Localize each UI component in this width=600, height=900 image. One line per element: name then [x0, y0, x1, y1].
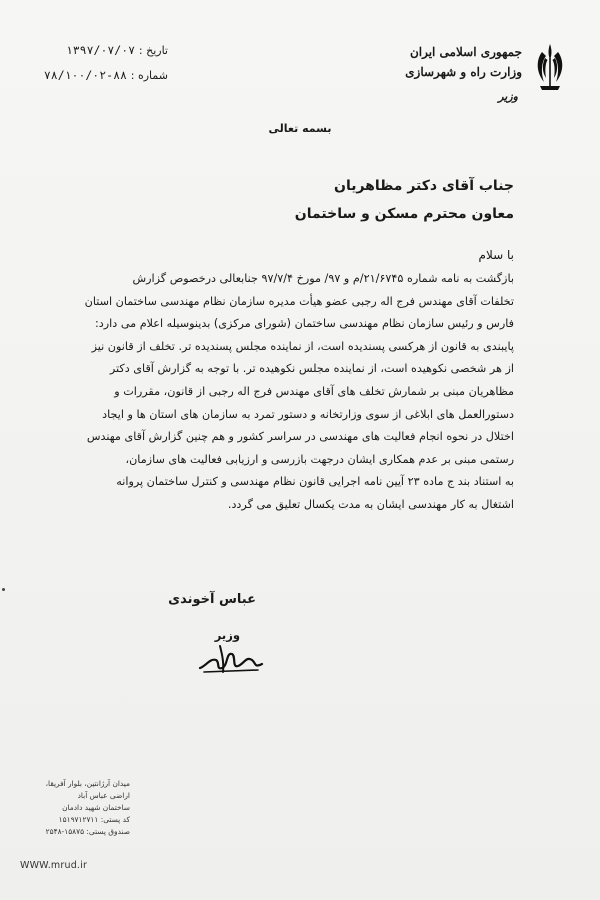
number-row [18, 63, 168, 88]
body-line: به استناد بند ج ماده ۲۳ آیین نامه اجرایی قانون نظام مهندسی و کنترل ساختمان پروانه [116, 475, 514, 489]
footer-line: کد پستی: ۱۵۱۹۷۱۲۷۱۱ [58, 815, 130, 824]
recipient-block [295, 172, 514, 228]
organization-name [402, 42, 522, 82]
recipient-name: جناب آقای دکتر مظاهریان [334, 178, 514, 194]
body-line: تخلفات آقای مهندس فرج اله رجبی عضو هیأت مدیره سازمان نظام مهندسی ساختمان استان [84, 294, 514, 308]
body-line: مظاهریان مبنی بر شمارش تخلف های آقای مهندس فرج اله رجبی از قانون، مقررات و [114, 384, 514, 398]
footer-line: ساختمان شهید دادمان [62, 803, 130, 812]
body-line: پایبندی به قانون از هرکسی پسندیده است، از نماینده مجلس پسندیده تر. تخلف از قانون نیز [91, 339, 514, 353]
signer-name: عباس آخوندی [168, 592, 256, 607]
org-line-country: جمهوری اسلامی ایران [409, 45, 522, 59]
body-line: دستورالعمل های ابلاغی از سوی وزارتخانه و دستور تمرد به سازمان های استان ها و ایجاد [102, 407, 514, 421]
footer-line: صندوق پستی: ۱۵۸۷۵-۲۵۴۸ [45, 827, 130, 836]
body-line: رستمی مبنی بر عدم همکاری ایشان درجهت بازرسی و ارزیابی فعالیت های سازمان، [125, 452, 514, 466]
footer-website: WWW.mrud.ir [20, 860, 88, 871]
basmala: بسمه تعالی [268, 122, 332, 135]
handwritten-signature-icon [196, 638, 266, 678]
body-line: اشتغال به کار مهندسی ایشان به مدت یکسال تعلیق می گردد. [227, 497, 514, 511]
letter-body [82, 268, 514, 517]
recipient-title: معاون محترم مسکن و ساختمان [294, 206, 514, 222]
signer-title: وزیر [214, 628, 240, 642]
minister-tag: وزیر [498, 90, 518, 103]
date-value: ۱۳۹۷/۰۷/۰۷ [65, 43, 136, 57]
body-line: از هر شخصی نکوهیده است، از نماینده مجلس نکوهیده تر. با توجه به گزارش آقای دکتر [109, 362, 514, 376]
iran-emblem-icon [532, 40, 568, 96]
letter-meta [18, 38, 168, 88]
footer-line: اراضی عباس آباد [77, 791, 130, 800]
edge-mark [2, 588, 5, 591]
body-line: بازگشت به نامه شماره ۲۱/۶۷۴۵/م و ۹۷/ مورخ ۹۷/۷/۴ جنابعالی درخصوص گزارش [132, 272, 514, 285]
body-line: فارس و رئیس سازمان نظام مهندسی ساختمان (شورای مرکزی) بدینوسیله اعلام می دارد: [95, 317, 514, 331]
date-row [18, 38, 168, 63]
footer-address [20, 778, 130, 838]
body-line: اختلال در نحوه انجام فعالیت های مهندسی در سراسر کشور و هم چنین گزارش آقای مهندس [86, 430, 514, 444]
org-line-ministry: وزارت راه و شهرسازی [405, 65, 522, 79]
salutation: با سلام [478, 248, 514, 262]
footer-line: میدان آرژانتین، بلوار آفریقا، [45, 779, 130, 788]
number-label: شماره : [130, 69, 168, 82]
date-label: تاریخ : [138, 44, 168, 57]
number-value: ۸۸-۷۸/۱۰۰/۰۲ [43, 68, 127, 82]
